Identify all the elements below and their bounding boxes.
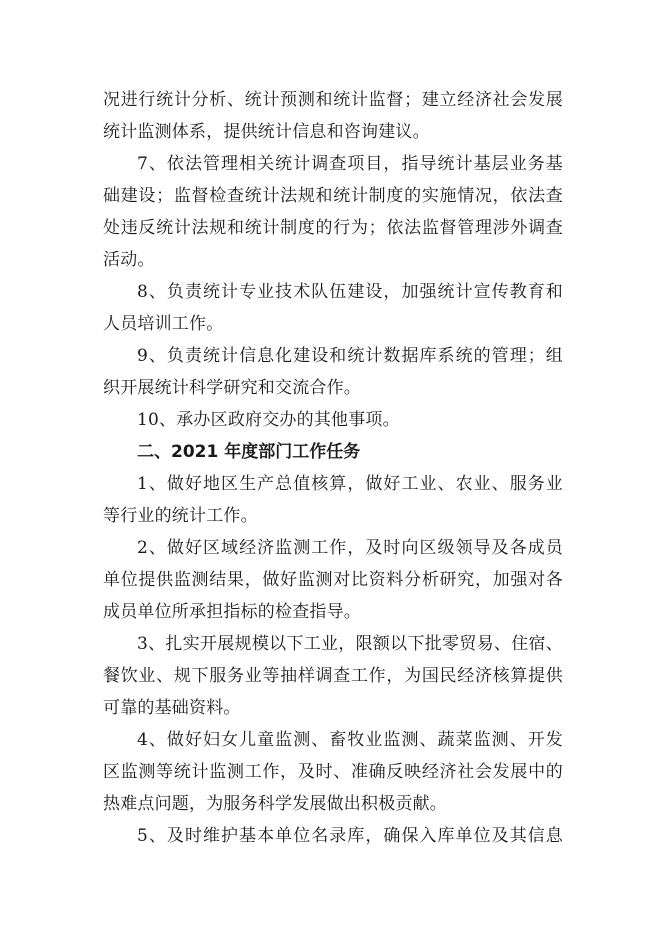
- text-line: 餐饮业、规下服务业等抽样调查工作，为国民经济核算提供: [103, 666, 563, 686]
- paragraph-7: [103, 148, 563, 276]
- text-line: 9、负责统计信息化建设和统计数据库系统的管理；组: [137, 346, 563, 366]
- task-3: [103, 628, 563, 724]
- text-line: 单位提供监测结果，做好监测对比资料分析研究，加强对各: [103, 570, 563, 590]
- text-line: 8、负责统计专业技术队伍建设，加强统计宣传教育和: [137, 282, 563, 302]
- text-line: 2、做好区域经济监测工作，及时向区级领导及各成员: [137, 538, 563, 558]
- text-line: 活动。: [103, 250, 155, 270]
- text-line: 成员单位所承担指标的检查指导。: [103, 602, 361, 622]
- document-page: [103, 84, 563, 852]
- text-line: 织开展统计科学研究和交流合作。: [103, 378, 361, 398]
- text-line: 7、依法管理相关统计调查项目，指导统计基层业务基: [137, 154, 563, 174]
- text-line: 可靠的基础资料。: [103, 698, 241, 718]
- task-4: [103, 724, 563, 820]
- text-line: 统计监测体系，提供统计信息和咨询建议。: [103, 122, 430, 142]
- text-line: 1、做好地区生产总值核算，做好工业、农业、服务业: [137, 474, 563, 494]
- text-line: 础建设；监督检查统计法规和统计制度的实施情况，依法查: [103, 186, 563, 206]
- text-line: 处违反统计法规和统计制度的行为；依法监督管理涉外调查: [103, 218, 563, 238]
- text-line: 人员培训工作。: [103, 314, 224, 334]
- text-line: 况进行统计分析、统计预测和统计监督；建立经济社会发展: [103, 90, 563, 110]
- text-line: 区监测等统计监测工作，及时、准确反映经济社会发展中的: [103, 762, 563, 782]
- section-heading: 二、2021 年度部门工作任务: [137, 442, 361, 462]
- task-2: [103, 532, 563, 628]
- task-5: [103, 820, 563, 852]
- text-line: 10、承办区政府交办的其他事项。: [137, 410, 400, 430]
- text-line: 热难点问题，为服务科学发展做出积极贡献。: [103, 794, 447, 814]
- task-1: [103, 468, 563, 532]
- paragraph-6-continuation: [103, 84, 563, 148]
- text-line: 3、扎实开展规模以下工业，限额以下批零贸易、住宿、: [137, 634, 563, 654]
- text-line: 4、做好妇女儿童监测、畜牧业监测、蔬菜监测、开发: [137, 730, 563, 750]
- text-line: 5、及时维护基本单位名录库，确保入库单位及其信息: [137, 826, 563, 846]
- text-line: 等行业的统计工作。: [103, 506, 258, 526]
- paragraph-9: [103, 340, 563, 404]
- paragraph-10: [103, 404, 563, 436]
- paragraph-8: [103, 276, 563, 340]
